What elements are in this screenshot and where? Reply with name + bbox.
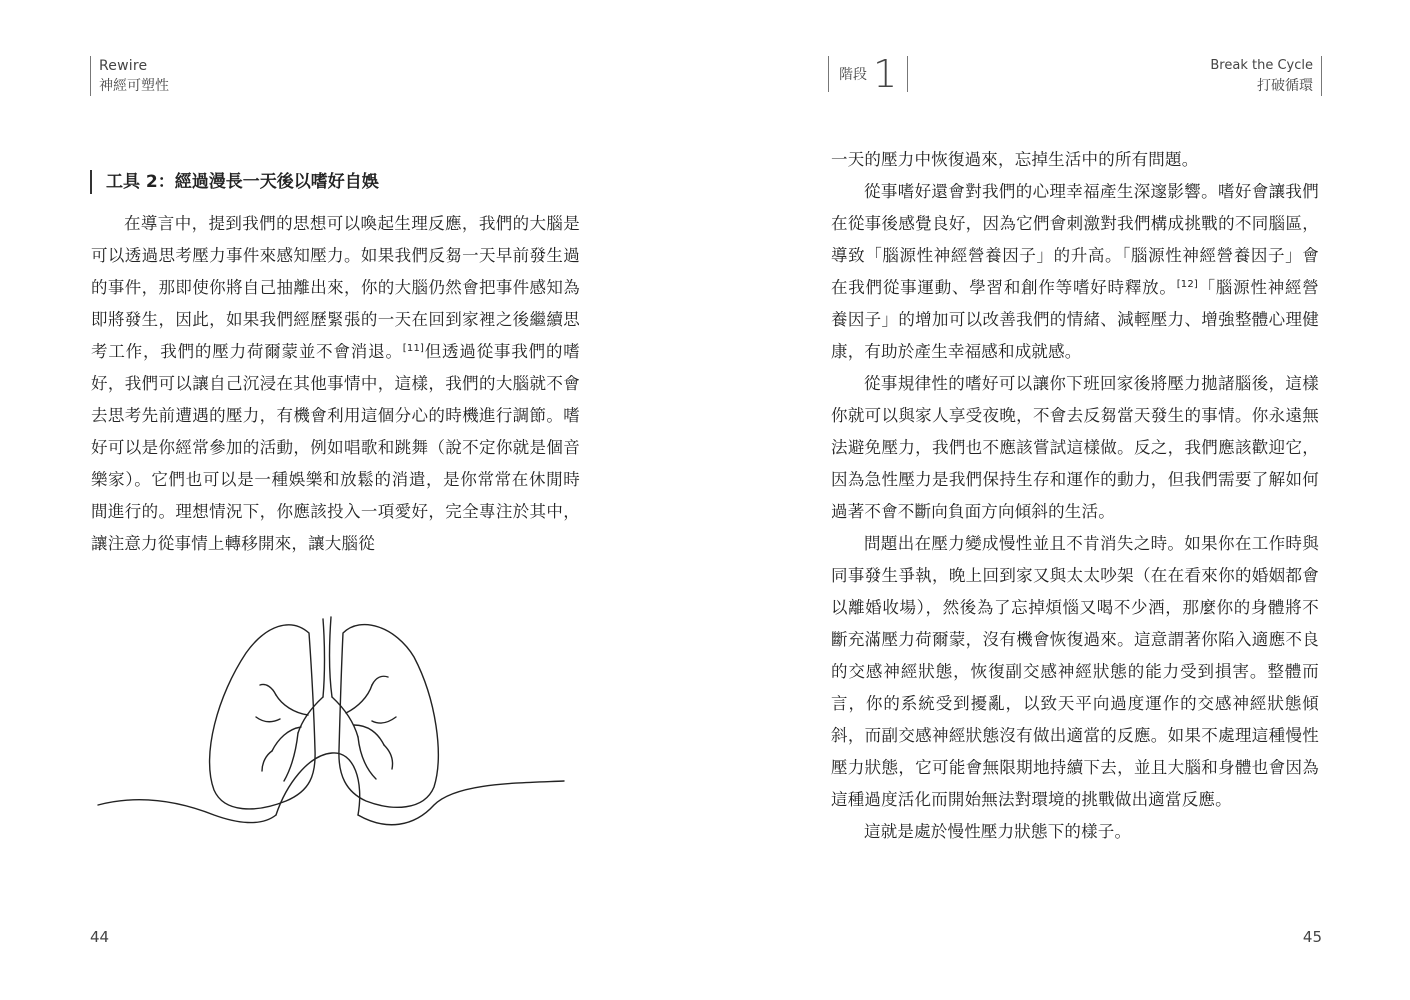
stage-number: 1 xyxy=(873,52,898,96)
running-head-left xyxy=(90,56,169,96)
running-head-zh: 打破循環 xyxy=(1257,78,1313,94)
stage-marker xyxy=(828,52,908,96)
section-title: 工具 2：經過漫長一天後以嗜好自娛 xyxy=(90,170,379,194)
page-number: 45 xyxy=(1302,928,1322,946)
paragraph xyxy=(91,208,580,560)
left-body-text xyxy=(91,208,580,560)
running-head-right xyxy=(1210,56,1322,96)
paragraph-text: 「腦源性神經營養因子」的增加可以改善我們的情緒、減輕壓力、增強整體心理健康，有助於產生幸福感和成就感。 xyxy=(831,278,1320,361)
paragraph: 一天的壓力中恢復過來，忘掉生活中的所有問題。 xyxy=(831,150,1199,169)
running-head-en: Rewire xyxy=(99,58,148,74)
right-body-text xyxy=(831,144,1319,848)
paragraph: 問題出在壓力變成慢性並且不肯消失之時。如果你在工作時與同事發生爭執，晚上回到家又與太太吵架（在在看來你的婚姻都會以離婚收場），然後為了忘掉煩惱又喝不少酒，那麼你的身體將不斷充滿壓力荷爾蒙，沒有機會恢復過來。這意謂著你陷入適應不良的交感神經狀態，恢復副交感神經狀態的能力受到損害。整體而言，你的系統受到擾亂，以致天平向過度運作的交感神經狀態傾斜，而副交感神經狀態沒有做出適當的反應。如果不處理這種慢性壓力狀態，它可能會無限期地持續下去，並且大腦和身體也會因為這種過度活化而開始無法對環境的挑戰做出適當反應。 xyxy=(831,534,1319,809)
paragraph: 這就是處於慢性壓力狀態下的樣子。 xyxy=(864,822,1132,841)
paragraph-text: 從事嗜好還會對我們的心理幸福產生深邃影響。嗜好會讓我們在從事後感覺良好，因為它們會刺激對我們構成挑戰的不同腦區，導致「腦源性神經營養因子」的升高。「腦源性神經營養因子」會在我們從事運動、學習和創作等嗜好時釋放。 xyxy=(831,182,1319,297)
page-number: 44 xyxy=(90,928,110,946)
paragraph-text: 在導言中，提到我們的思想可以喚起生理反應，我們的大腦是可以透過思考壓力事件來感知壓力。如果我們反芻一天早前發生過的事件，那即使你將自己抽離出來，你的大腦仍然會把事件感知為即將發生，因此，如果我們經歷緊張的一天在回到家裡之後繼續思考工作，我們的壓力荷爾蒙並不會消退。 xyxy=(91,214,580,361)
lung-line-illustration xyxy=(96,605,566,835)
running-head-zh: 神經可塑性 xyxy=(99,78,169,94)
footnote-ref: [12] xyxy=(1176,279,1199,290)
footnote-ref: [11] xyxy=(402,343,425,354)
paragraph: 從事規律性的嗜好可以讓你下班回家後將壓力拋諸腦後，這樣你就可以與家人享受夜晚，不會去反芻當天發生的事情。你永遠無法避免壓力，我們也不應該嘗試這樣做。反之，我們應該歡迎它，因為急性壓力是我們保持生存和運作的動力，但我們需要了解如何過著不會不斷向負面方向傾斜的生活。 xyxy=(831,374,1319,521)
running-head-en: Break the Cycle xyxy=(1210,58,1313,73)
paragraph xyxy=(831,176,1319,368)
stage-label: 階段 xyxy=(839,67,867,83)
paragraph-text: 但透過從事我們的嗜好，我們可以讓自己沉浸在其他事情中，這樣，我們的大腦就不會去思考先前遭遇的壓力，有機會利用這個分心的時機進行調節。嗜好可以是你經常參加的活動，例如唱歌和跳舞（說不定你就是個音樂家）。它們也可以是一種娛樂和放鬆的消遣，是你常常在休閒時間進行的。理想情況下，你應該投入一項愛好，完全專注於其中，讓注意力從事情上轉移開來，讓大腦從 xyxy=(91,342,580,553)
right-page xyxy=(705,0,1410,1000)
